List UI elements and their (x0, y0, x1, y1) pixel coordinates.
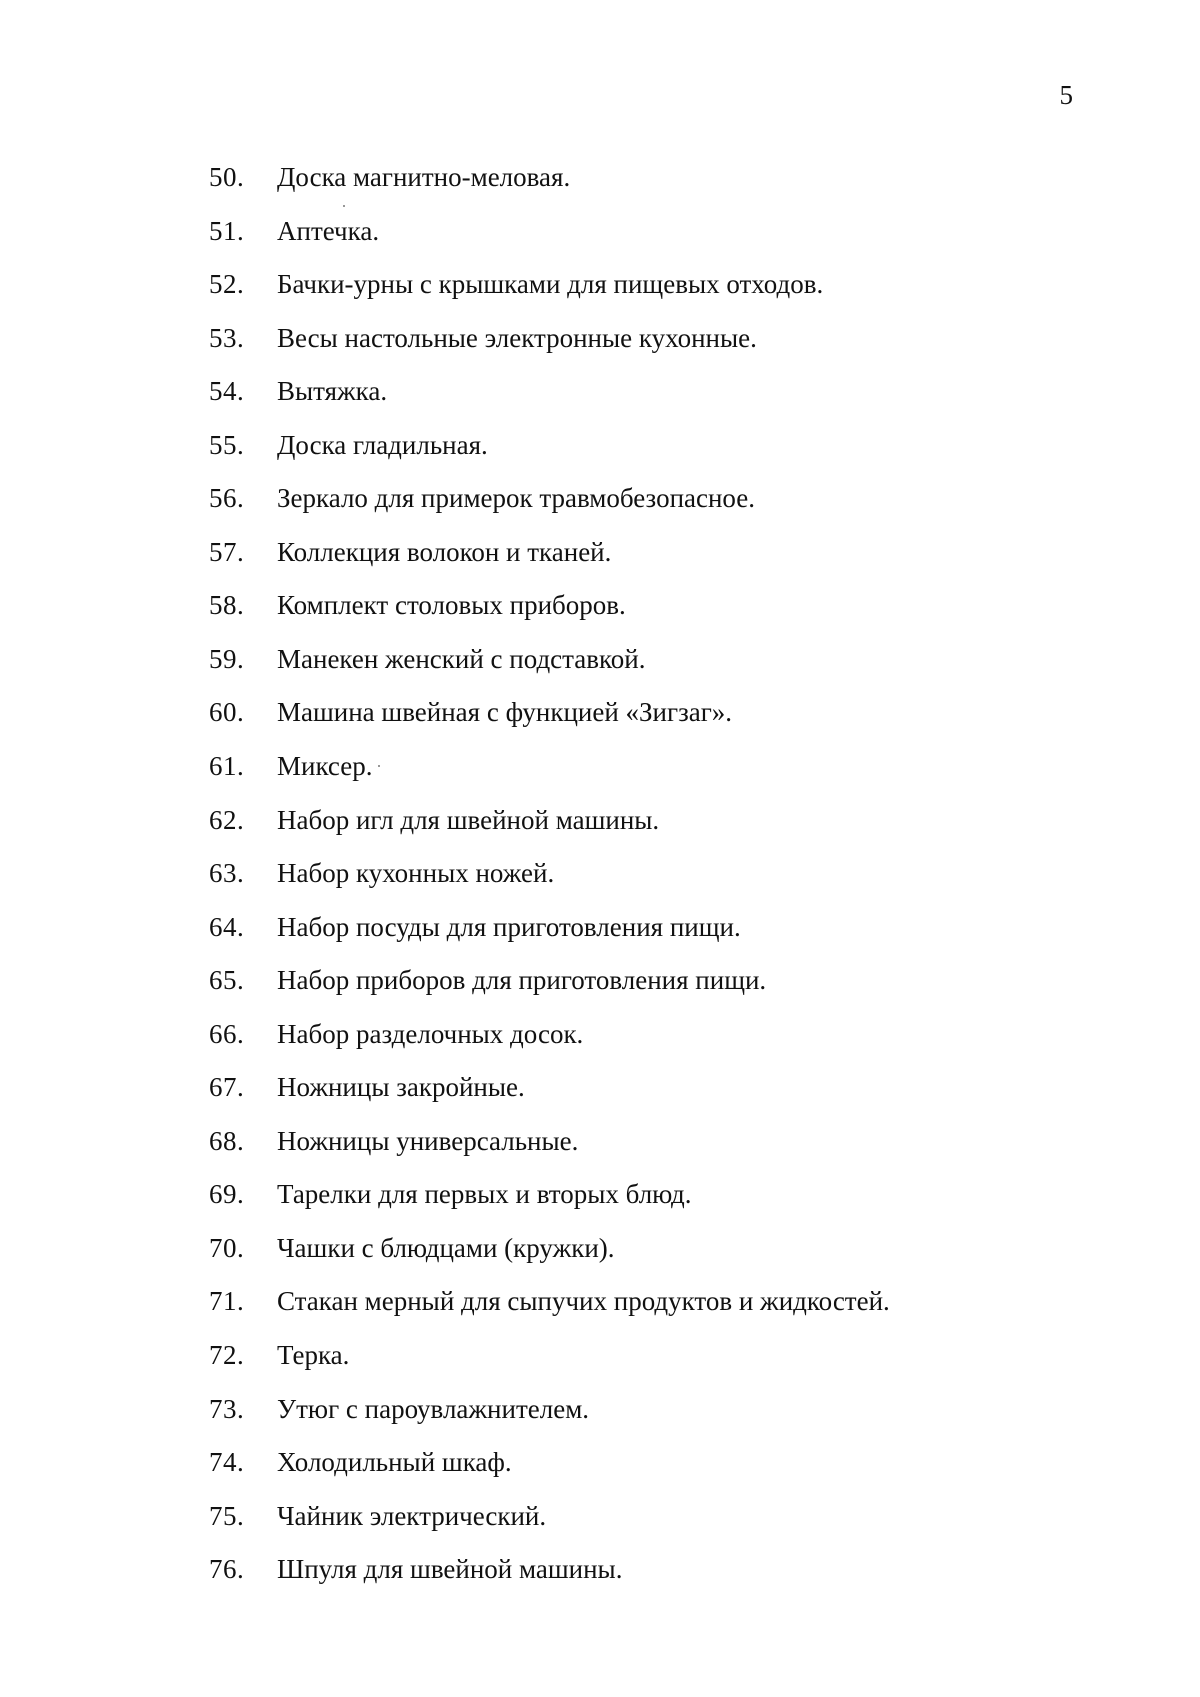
item-number: 50. (209, 162, 245, 192)
list-item (0, 160, 1200, 214)
item-number: 60. (209, 697, 245, 728)
item-text: Холодильный шкаф. (277, 1447, 512, 1478)
list-item (0, 428, 1200, 482)
item-text: Машина швейная с функцией «Зигзаг». (277, 697, 733, 728)
item-text: Ножницы закройные. (277, 1072, 525, 1103)
list-item (0, 1284, 1200, 1338)
list-item (0, 963, 1200, 1017)
item-number: 75. (209, 1500, 245, 1531)
item-text: Ножницы универсальные. (277, 1125, 579, 1156)
item-number: 58. (209, 590, 245, 621)
item-number: 59. (209, 643, 245, 674)
item-number: 67. (209, 1072, 245, 1103)
item-text: Миксер. (277, 751, 373, 782)
list-item (0, 1499, 1200, 1553)
item-text: Чашки с блюдцами (кружки). (277, 1232, 615, 1263)
list-item (0, 749, 1200, 803)
item-text: Вытяжка. (277, 376, 388, 407)
scan-speck (378, 765, 380, 767)
item-text: Набор разделочных досок. (277, 1018, 584, 1049)
item-text: Доска магнитно-меловая. (277, 162, 571, 192)
item-number: 63. (209, 858, 245, 889)
item-text: Шпуля для швейной машины. (277, 1554, 623, 1585)
item-text: Набор приборов для приготовления пищи. (277, 965, 767, 996)
item-number: 76. (209, 1554, 245, 1585)
item-text: Аптечка. (277, 215, 380, 246)
list-item (0, 1124, 1200, 1178)
list-item (0, 856, 1200, 910)
item-number: 66. (209, 1018, 245, 1049)
item-number: 56. (209, 483, 245, 514)
item-number: 62. (209, 804, 245, 835)
item-number: 57. (209, 536, 245, 567)
item-text: Терка. (277, 1340, 350, 1371)
scan-speck (343, 205, 345, 207)
equipment-list (0, 160, 1200, 1606)
item-text: Доска гладильная. (277, 429, 488, 460)
item-text: Набор посуды для приготовления пищи. (277, 911, 741, 942)
page-number: 5 (1059, 80, 1073, 110)
item-text: Комплект столовых приборов. (277, 590, 626, 621)
item-number: 71. (209, 1286, 245, 1317)
list-item (0, 1338, 1200, 1392)
list-item (0, 588, 1200, 642)
item-text: Весы настольные электронные кухонные. (277, 322, 757, 353)
list-item (0, 1445, 1200, 1499)
item-text: Зеркало для примерок травмобезопасное. (277, 483, 755, 514)
item-number: 73. (209, 1393, 245, 1424)
list-item (0, 267, 1200, 321)
item-number: 64. (209, 911, 245, 942)
item-text: Утюг с пароувлажнителем. (277, 1393, 590, 1424)
item-number: 55. (209, 429, 245, 460)
item-text: Тарелки для первых и вторых блюд. (277, 1179, 692, 1210)
item-text: Набор кухонных ножей. (277, 858, 555, 889)
item-number: 61. (209, 751, 245, 782)
item-number: 69. (209, 1179, 245, 1210)
list-item (0, 214, 1200, 268)
list-item (0, 481, 1200, 535)
list-item (0, 642, 1200, 696)
item-text: Бачки-урны с крышками для пищевых отходов. (277, 269, 824, 300)
list-item (0, 321, 1200, 375)
list-item (0, 1392, 1200, 1446)
item-text: Стакан мерный для сыпучих продуктов и жидкостей. (277, 1286, 890, 1317)
item-text: Манекен женский с подставкой. (277, 643, 646, 674)
list-item (0, 910, 1200, 964)
item-number: 70. (209, 1232, 245, 1263)
list-item (0, 695, 1200, 749)
item-number: 51. (209, 215, 245, 246)
list-item (0, 535, 1200, 589)
list-item (0, 1070, 1200, 1124)
list-item (0, 1552, 1200, 1606)
item-number: 74. (209, 1447, 245, 1478)
item-number: 54. (209, 376, 245, 407)
item-text: Коллекция волокон и тканей. (277, 536, 612, 567)
list-item (0, 803, 1200, 857)
item-text: Набор игл для швейной машины. (277, 804, 660, 835)
item-text: Чайник электрический. (277, 1500, 547, 1531)
item-number: 68. (209, 1125, 245, 1156)
item-number: 72. (209, 1340, 245, 1371)
item-number: 53. (209, 322, 245, 353)
item-number: 52. (209, 269, 245, 300)
list-item (0, 374, 1200, 428)
list-item (0, 1177, 1200, 1231)
list-item (0, 1231, 1200, 1285)
item-number: 65. (209, 965, 245, 996)
list-item (0, 1017, 1200, 1071)
